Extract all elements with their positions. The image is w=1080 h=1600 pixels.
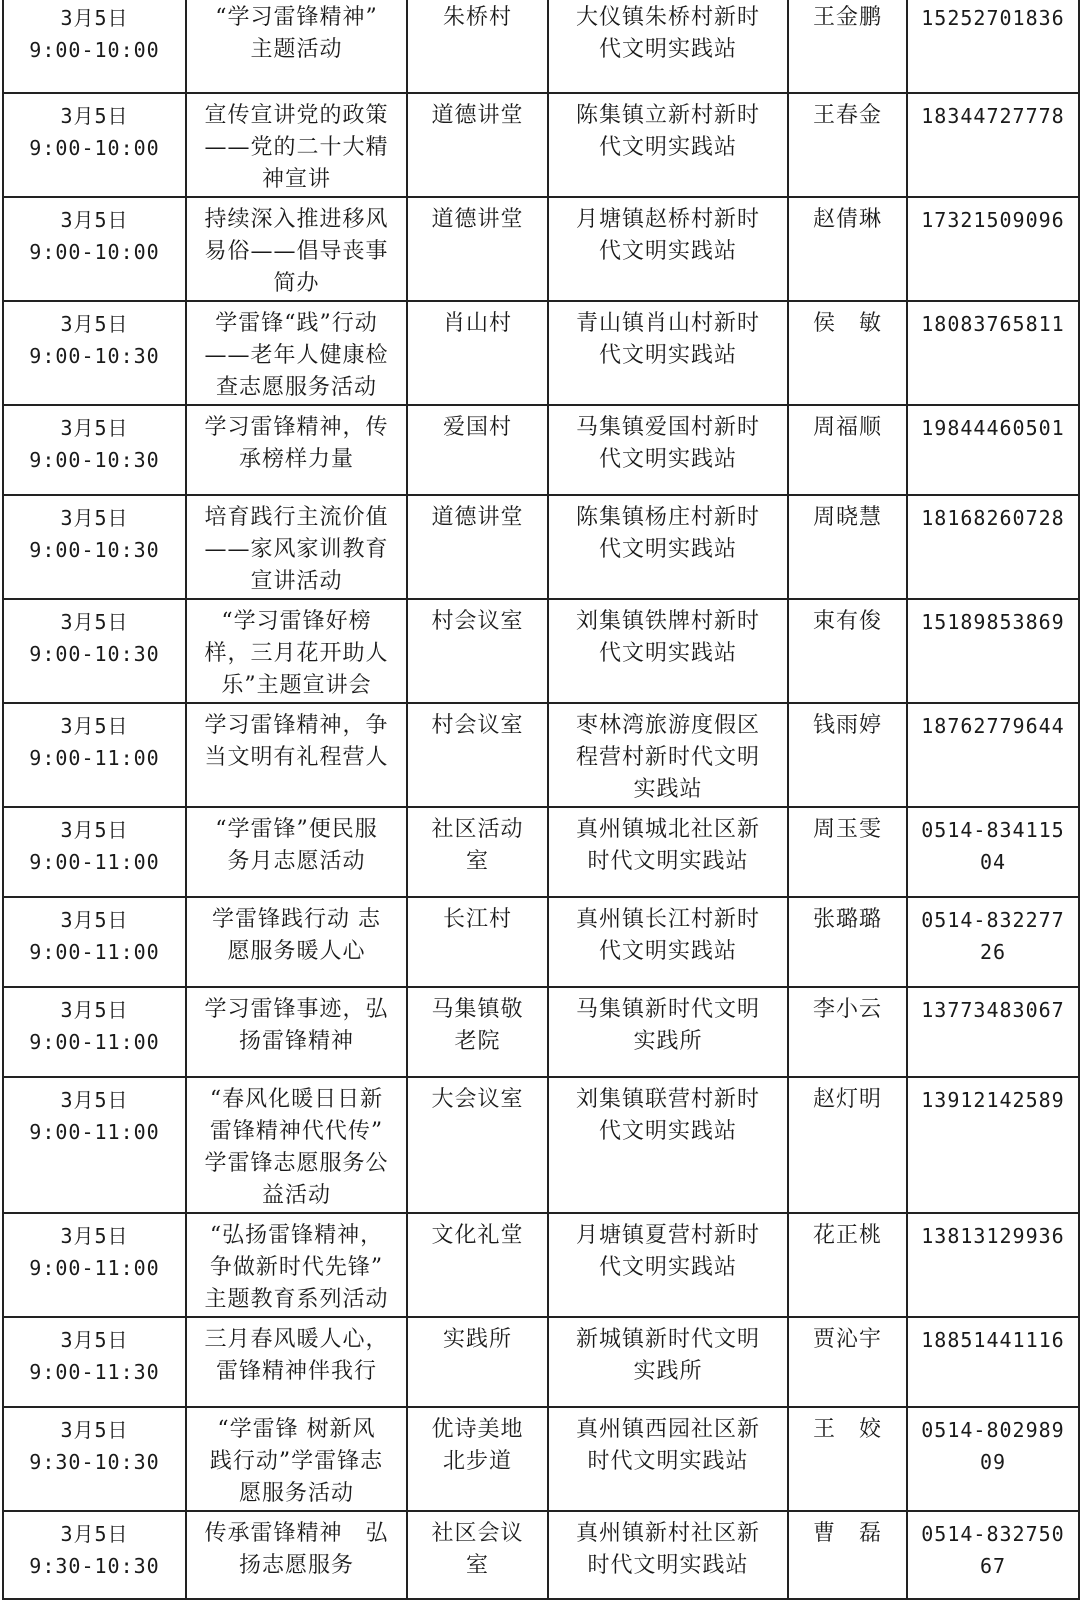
phone-cell bbox=[907, 1511, 1079, 1599]
contact-person-name: 周玉雯 bbox=[812, 817, 882, 842]
table-row bbox=[3, 897, 1079, 987]
activity-name-line: “学雷锋”便民服 bbox=[215, 817, 378, 842]
time-range-text: 9:00-10:30 bbox=[29, 538, 160, 562]
activity-name-line: 主题活动 bbox=[250, 37, 343, 62]
activity-name-line: 查志愿服务活动 bbox=[215, 375, 377, 400]
phone-cell bbox=[907, 987, 1079, 1077]
station-line: 实践所 bbox=[633, 1359, 703, 1384]
station-line: 时代文明实践站 bbox=[587, 1449, 749, 1474]
phone-number-line: 04 bbox=[979, 850, 1007, 874]
station-line: 真州镇新村社区新 bbox=[575, 1521, 760, 1546]
station-cell bbox=[548, 897, 788, 987]
venue-line: 室 bbox=[465, 849, 489, 874]
activity-name-line: ——老年人健康检 bbox=[204, 343, 389, 368]
venue-line: 村会议室 bbox=[431, 713, 524, 738]
station-line: 刘集镇联营村新时 bbox=[575, 1087, 760, 1112]
date-time-cell bbox=[3, 599, 186, 703]
time-range-text: 9:00-10:30 bbox=[29, 642, 160, 666]
phone-cell bbox=[907, 301, 1079, 405]
contact-person-cell bbox=[788, 1407, 907, 1511]
activity-name-line: ——党的二十大精 bbox=[204, 135, 389, 160]
table-row bbox=[3, 987, 1079, 1077]
venue-line: 室 bbox=[465, 1553, 489, 1578]
phone-number-line: 0514-832277 bbox=[921, 908, 1065, 932]
time-range-text: 9:30-10:30 bbox=[29, 1450, 160, 1474]
contact-person-cell bbox=[788, 93, 907, 197]
activity-name-cell bbox=[186, 1077, 407, 1213]
contact-person-cell bbox=[788, 897, 907, 987]
date-time-cell bbox=[3, 301, 186, 405]
activity-name-line: 扬雷锋精神 bbox=[238, 1029, 354, 1054]
venue-cell bbox=[407, 1511, 548, 1599]
contact-person-name: 贾沁宇 bbox=[812, 1327, 882, 1352]
date-time-cell bbox=[3, 1407, 186, 1511]
table-row bbox=[3, 1077, 1079, 1213]
table-row bbox=[3, 1317, 1079, 1407]
date-text: 3月5日 bbox=[60, 1328, 129, 1352]
venue-line: 马集镇敬 bbox=[431, 997, 524, 1022]
station-cell bbox=[548, 599, 788, 703]
contact-person-cell bbox=[788, 405, 907, 495]
date-text: 3月5日 bbox=[60, 908, 129, 932]
station-line: 枣林湾旅游度假区 bbox=[575, 713, 760, 738]
contact-person-name: 花正桃 bbox=[812, 1223, 882, 1248]
date-time-cell bbox=[3, 93, 186, 197]
activity-name-line: 易俗——倡导丧事 bbox=[204, 239, 389, 264]
station-line: 陈集镇杨庄村新时 bbox=[575, 505, 760, 530]
venue-cell bbox=[407, 301, 548, 405]
time-range-text: 9:00-11:00 bbox=[29, 850, 160, 874]
station-line: 新城镇新时代文明 bbox=[575, 1327, 760, 1352]
date-time-cell bbox=[3, 897, 186, 987]
date-time-cell bbox=[3, 405, 186, 495]
table-row bbox=[3, 1511, 1079, 1599]
phone-cell bbox=[907, 703, 1079, 807]
date-text: 3月5日 bbox=[60, 1088, 129, 1112]
venue-line: 社区活动 bbox=[431, 817, 524, 842]
venue-cell bbox=[407, 987, 548, 1077]
station-line: 代文明实践站 bbox=[598, 37, 737, 62]
activity-name-line: 学雷锋践行动 志 bbox=[212, 907, 381, 932]
venue-line: 朱桥村 bbox=[442, 5, 512, 30]
activity-name-cell bbox=[186, 1213, 407, 1317]
time-range-text: 9:00-11:00 bbox=[29, 1256, 160, 1280]
date-text: 3月5日 bbox=[60, 506, 129, 530]
station-cell bbox=[548, 807, 788, 897]
time-range-text: 9:00-11:00 bbox=[29, 1120, 160, 1144]
time-range-text: 9:00-10:00 bbox=[29, 240, 160, 264]
schedule-table-body bbox=[3, 0, 1079, 1599]
activity-name-line: 益活动 bbox=[261, 1183, 331, 1208]
station-line: 代文明实践站 bbox=[598, 1119, 737, 1144]
venue-cell bbox=[407, 1213, 548, 1317]
date-time-cell bbox=[3, 1213, 186, 1317]
station-line: 青山镇肖山村新时 bbox=[575, 311, 760, 336]
station-line: 代文明实践站 bbox=[598, 239, 737, 264]
activity-name-line: 简办 bbox=[273, 271, 320, 296]
venue-cell bbox=[407, 197, 548, 301]
activity-name-line: 学习雷锋事迹，弘 bbox=[204, 997, 389, 1022]
table-row bbox=[3, 703, 1079, 807]
venue-line: 老院 bbox=[454, 1029, 501, 1054]
contact-person-cell bbox=[788, 197, 907, 301]
phone-number-line: 0514-834115 bbox=[921, 818, 1065, 842]
contact-person-cell bbox=[788, 987, 907, 1077]
venue-line: 社区会议 bbox=[431, 1521, 524, 1546]
activity-name-line: ——家风家训教育 bbox=[204, 537, 389, 562]
venue-cell bbox=[407, 405, 548, 495]
venue-line: 道德讲堂 bbox=[431, 207, 524, 232]
activity-name-line: 神宣讲 bbox=[261, 167, 331, 192]
contact-person-cell bbox=[788, 807, 907, 897]
activity-name-line: “春风化暖日日新 bbox=[209, 1087, 384, 1112]
table-row bbox=[3, 197, 1079, 301]
activity-name-cell bbox=[186, 1511, 407, 1599]
contact-person-name: 王金鹏 bbox=[812, 5, 882, 30]
contact-person-name: 王春金 bbox=[812, 103, 882, 128]
date-time-cell bbox=[3, 987, 186, 1077]
activity-name-line: “学习雷锋精神” bbox=[215, 5, 378, 30]
activity-name-line: 样，三月花开助人 bbox=[204, 641, 389, 666]
date-text: 3月5日 bbox=[60, 1418, 129, 1442]
station-line: 代文明实践站 bbox=[598, 343, 737, 368]
phone-number-line: 18762779644 bbox=[921, 714, 1065, 738]
station-line: 代文明实践站 bbox=[598, 1255, 737, 1280]
activity-name-cell bbox=[186, 987, 407, 1077]
phone-number-line: 18344727778 bbox=[921, 104, 1065, 128]
phone-number-line: 0514-802989 bbox=[921, 1418, 1065, 1442]
station-line: 代文明实践站 bbox=[598, 939, 737, 964]
venue-cell bbox=[407, 93, 548, 197]
activity-schedule-table bbox=[2, 0, 1080, 1600]
contact-person-cell bbox=[788, 599, 907, 703]
phone-number-line: 18168260728 bbox=[921, 506, 1065, 530]
activity-name-cell bbox=[186, 1407, 407, 1511]
activity-name-line: 学雷锋志愿服务公 bbox=[204, 1151, 389, 1176]
station-line: 真州镇城北社区新 bbox=[575, 817, 760, 842]
venue-line: 道德讲堂 bbox=[431, 103, 524, 128]
table-row bbox=[3, 807, 1079, 897]
venue-cell bbox=[407, 1077, 548, 1213]
station-cell bbox=[548, 301, 788, 405]
contact-person-cell bbox=[788, 0, 907, 93]
activity-name-cell bbox=[186, 897, 407, 987]
activity-name-cell bbox=[186, 93, 407, 197]
activity-name-line: 雷锋精神伴我行 bbox=[215, 1359, 377, 1384]
station-line: 代文明实践站 bbox=[598, 135, 737, 160]
date-text: 3月5日 bbox=[60, 610, 129, 634]
station-line: 大仪镇朱桥村新时 bbox=[575, 5, 760, 30]
date-text: 3月5日 bbox=[60, 998, 129, 1022]
phone-cell bbox=[907, 93, 1079, 197]
table-row bbox=[3, 495, 1079, 599]
activity-name-line: 愿服务暖人心 bbox=[227, 939, 366, 964]
contact-person-name: 周福顺 bbox=[812, 415, 882, 440]
date-text: 3月5日 bbox=[60, 416, 129, 440]
venue-cell bbox=[407, 599, 548, 703]
venue-line: 实践所 bbox=[442, 1327, 512, 1352]
venue-line: 爱国村 bbox=[442, 415, 512, 440]
station-cell bbox=[548, 987, 788, 1077]
table-row bbox=[3, 599, 1079, 703]
contact-person-cell bbox=[788, 703, 907, 807]
activity-name-line: 传承雷锋精神 弘 bbox=[204, 1521, 389, 1546]
phone-cell bbox=[907, 599, 1079, 703]
phone-cell bbox=[907, 495, 1079, 599]
phone-cell bbox=[907, 1213, 1079, 1317]
activity-name-line: 承榜样力量 bbox=[238, 447, 354, 472]
contact-person-name: 束有俊 bbox=[812, 609, 882, 634]
contact-person-name: 李小云 bbox=[812, 997, 882, 1022]
station-cell bbox=[548, 495, 788, 599]
time-range-text: 9:00-10:30 bbox=[29, 344, 160, 368]
table-row bbox=[3, 301, 1079, 405]
date-text: 3月5日 bbox=[60, 1224, 129, 1248]
contact-person-name: 周晓慧 bbox=[812, 505, 882, 530]
station-cell bbox=[548, 1407, 788, 1511]
station-cell bbox=[548, 405, 788, 495]
date-text: 3月5日 bbox=[60, 818, 129, 842]
activity-name-line: 培育践行主流价值 bbox=[204, 505, 389, 530]
phone-cell bbox=[907, 897, 1079, 987]
venue-cell bbox=[407, 495, 548, 599]
phone-cell bbox=[907, 1317, 1079, 1407]
phone-number-line: 15252701836 bbox=[921, 6, 1065, 30]
station-line: 时代文明实践站 bbox=[587, 1553, 749, 1578]
activity-name-cell bbox=[186, 599, 407, 703]
station-line: 代文明实践站 bbox=[598, 641, 737, 666]
phone-number-line: 13773483067 bbox=[921, 998, 1065, 1022]
date-time-cell bbox=[3, 495, 186, 599]
station-cell bbox=[548, 1511, 788, 1599]
venue-cell bbox=[407, 807, 548, 897]
activity-name-line: 宣讲活动 bbox=[250, 569, 343, 594]
activity-name-cell bbox=[186, 495, 407, 599]
activity-name-line: 宣传宣讲党的政策 bbox=[204, 103, 389, 128]
activity-name-cell bbox=[186, 1317, 407, 1407]
contact-person-cell bbox=[788, 301, 907, 405]
activity-name-line: 学习雷锋精神，传 bbox=[204, 415, 389, 440]
station-cell bbox=[548, 1213, 788, 1317]
contact-person-cell bbox=[788, 1077, 907, 1213]
phone-number-line: 19844460501 bbox=[921, 416, 1065, 440]
station-line: 马集镇新时代文明 bbox=[575, 997, 760, 1022]
venue-line: 村会议室 bbox=[431, 609, 524, 634]
activity-name-line: “学雷锋 树新风 bbox=[217, 1417, 376, 1442]
time-range-text: 9:00-11:00 bbox=[29, 1030, 160, 1054]
table-row bbox=[3, 0, 1079, 93]
venue-line: 优诗美地 bbox=[431, 1417, 524, 1442]
activity-name-line: 务月志愿活动 bbox=[227, 849, 366, 874]
time-range-text: 9:00-10:00 bbox=[29, 38, 160, 62]
activity-name-line: 扬志愿服务 bbox=[238, 1553, 354, 1578]
activity-name-line: “弘扬雷锋精神， bbox=[209, 1223, 384, 1248]
activity-name-line: 三月春风暖人心， bbox=[204, 1327, 389, 1352]
venue-line: 大会议室 bbox=[431, 1087, 524, 1112]
date-text: 3月5日 bbox=[60, 104, 129, 128]
date-text: 3月5日 bbox=[60, 1522, 129, 1546]
activity-name-line: 愿服务活动 bbox=[238, 1481, 354, 1506]
station-line: 实践站 bbox=[633, 777, 703, 802]
contact-person-name: 赵倩琳 bbox=[812, 207, 882, 232]
activity-name-cell bbox=[186, 0, 407, 93]
activity-name-line: 学习雷锋精神，争 bbox=[204, 713, 389, 738]
phone-number-line: 17321509096 bbox=[921, 208, 1065, 232]
date-time-cell bbox=[3, 197, 186, 301]
venue-cell bbox=[407, 0, 548, 93]
venue-line: 肖山村 bbox=[442, 311, 512, 336]
time-range-text: 9:00-11:30 bbox=[29, 1360, 160, 1384]
phone-number-line: 09 bbox=[979, 1450, 1007, 1474]
phone-number-line: 15189853869 bbox=[921, 610, 1065, 634]
phone-number-line: 13912142589 bbox=[921, 1088, 1065, 1112]
station-line: 真州镇长江村新时 bbox=[575, 907, 760, 932]
contact-person-name: 赵灯明 bbox=[812, 1087, 882, 1112]
phone-number-line: 18083765811 bbox=[921, 312, 1065, 336]
activity-name-line: 持续深入推进移风 bbox=[204, 207, 389, 232]
station-line: 代文明实践站 bbox=[598, 447, 737, 472]
time-range-text: 9:00-10:30 bbox=[29, 448, 160, 472]
activity-name-cell bbox=[186, 301, 407, 405]
activity-name-line: 践行动”学雷锋志 bbox=[209, 1449, 384, 1474]
station-cell bbox=[548, 0, 788, 93]
venue-cell bbox=[407, 1317, 548, 1407]
station-line: 实践所 bbox=[633, 1029, 703, 1054]
station-line: 程营村新时代文明 bbox=[575, 745, 760, 770]
station-cell bbox=[548, 93, 788, 197]
contact-person-name: 曹 磊 bbox=[812, 1521, 882, 1546]
station-line: 马集镇爱国村新时 bbox=[575, 415, 760, 440]
table-row bbox=[3, 1213, 1079, 1317]
contact-person-cell bbox=[788, 1213, 907, 1317]
date-text: 3月5日 bbox=[60, 312, 129, 336]
date-text: 3月5日 bbox=[60, 6, 129, 30]
date-text: 3月5日 bbox=[60, 714, 129, 738]
venue-line: 道德讲堂 bbox=[431, 505, 524, 530]
table-row bbox=[3, 405, 1079, 495]
contact-person-cell bbox=[788, 1317, 907, 1407]
venue-cell bbox=[407, 1407, 548, 1511]
activity-name-line: 雷锋精神代代传” bbox=[209, 1119, 384, 1144]
activity-name-cell bbox=[186, 703, 407, 807]
contact-person-name: 张璐璐 bbox=[812, 907, 882, 932]
phone-number-line: 26 bbox=[979, 940, 1007, 964]
contact-person-cell bbox=[788, 1511, 907, 1599]
phone-cell bbox=[907, 1407, 1079, 1511]
station-line: 代文明实践站 bbox=[598, 537, 737, 562]
venue-line: 长江村 bbox=[442, 907, 512, 932]
time-range-text: 9:00-11:00 bbox=[29, 746, 160, 770]
venue-line: 北步道 bbox=[442, 1449, 512, 1474]
venue-cell bbox=[407, 703, 548, 807]
station-cell bbox=[548, 703, 788, 807]
station-line: 时代文明实践站 bbox=[587, 849, 749, 874]
activity-name-cell bbox=[186, 807, 407, 897]
station-line: 月塘镇夏营村新时 bbox=[575, 1223, 760, 1248]
station-line: 真州镇西园社区新 bbox=[575, 1417, 760, 1442]
contact-person-cell bbox=[788, 495, 907, 599]
date-time-cell bbox=[3, 0, 186, 93]
date-time-cell bbox=[3, 1511, 186, 1599]
phone-number-line: 67 bbox=[979, 1554, 1007, 1578]
phone-cell bbox=[907, 405, 1079, 495]
station-cell bbox=[548, 1077, 788, 1213]
station-line: 刘集镇铁牌村新时 bbox=[575, 609, 760, 634]
phone-number-line: 13813129936 bbox=[921, 1224, 1065, 1248]
contact-person-name: 王 姣 bbox=[812, 1417, 882, 1442]
phone-cell bbox=[907, 197, 1079, 301]
activity-name-line: 主题教育系列活动 bbox=[204, 1287, 389, 1312]
activity-name-line: 乐”主题宣讲会 bbox=[221, 673, 372, 698]
station-line: 陈集镇立新村新时 bbox=[575, 103, 760, 128]
date-time-cell bbox=[3, 703, 186, 807]
activity-name-line: 当文明有礼程营人 bbox=[204, 745, 389, 770]
phone-cell bbox=[907, 807, 1079, 897]
station-line: 月塘镇赵桥村新时 bbox=[575, 207, 760, 232]
contact-person-name: 侯 敏 bbox=[812, 311, 882, 336]
time-range-text: 9:30-10:30 bbox=[29, 1554, 160, 1578]
date-time-cell bbox=[3, 807, 186, 897]
table-row bbox=[3, 1407, 1079, 1511]
date-time-cell bbox=[3, 1317, 186, 1407]
activity-name-line: “学习雷锋好榜 bbox=[221, 609, 372, 634]
date-text: 3月5日 bbox=[60, 208, 129, 232]
station-cell bbox=[548, 1317, 788, 1407]
phone-number-line: 18851441116 bbox=[921, 1328, 1065, 1352]
phone-number-line: 0514-832750 bbox=[921, 1522, 1065, 1546]
venue-cell bbox=[407, 897, 548, 987]
activity-name-cell bbox=[186, 197, 407, 301]
activity-name-line: 学雷锋“践”行动 bbox=[215, 311, 378, 336]
activity-name-line: 争做新时代先锋” bbox=[209, 1255, 384, 1280]
phone-cell bbox=[907, 0, 1079, 93]
time-range-text: 9:00-10:00 bbox=[29, 136, 160, 160]
phone-cell bbox=[907, 1077, 1079, 1213]
table-row bbox=[3, 93, 1079, 197]
venue-line: 文化礼堂 bbox=[431, 1223, 524, 1248]
station-cell bbox=[548, 197, 788, 301]
contact-person-name: 钱雨婷 bbox=[812, 713, 882, 738]
date-time-cell bbox=[3, 1077, 186, 1213]
activity-name-cell bbox=[186, 405, 407, 495]
time-range-text: 9:00-11:00 bbox=[29, 940, 160, 964]
